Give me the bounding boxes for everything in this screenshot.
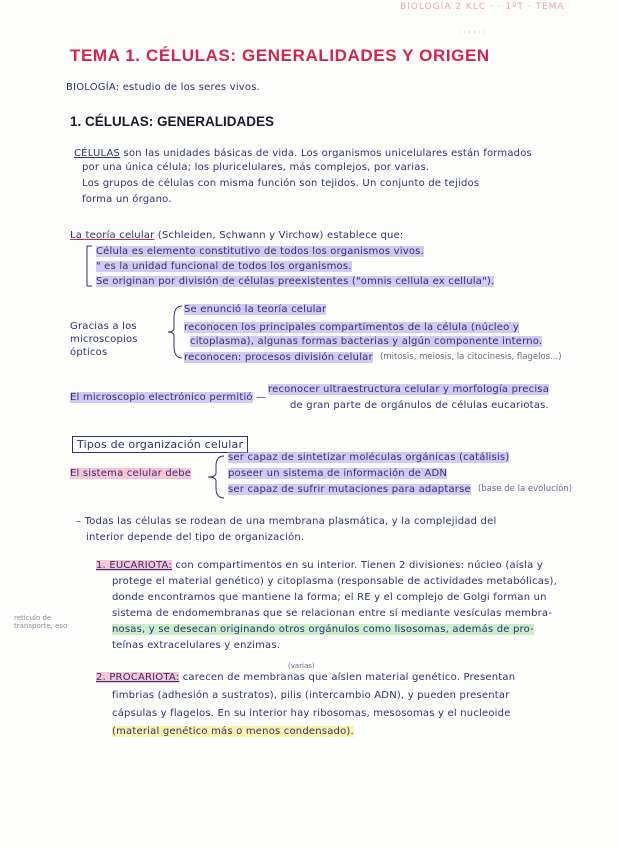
microscopios-point-2: reconocen los principales compartimentos de la célula (núcleo y xyxy=(184,322,519,333)
microscopios-note: (mitosis, meiosis, la citocinesis, flagelos...) xyxy=(380,352,562,362)
celulas-text-1: son las unidades básicas de vida. Los organismos unicelulares están formados xyxy=(123,148,532,159)
sistema-label: El sistema celular debe xyxy=(70,468,192,479)
celulas-line-2: por una única célula; los pluricelulares, más complejos, por varias. xyxy=(82,162,430,173)
header-faint-note: · · · · · · xyxy=(458,28,486,37)
procariota-line-4: (material genético más o menos condensado). xyxy=(112,726,354,737)
sistema-point-3: ser capaz de sufrir mutaciones para adaptarse xyxy=(228,484,471,495)
header-corner-text: BIOLOGÍA 2 KLC · · 1ºT · TEMA xyxy=(400,2,565,12)
celulas-label: CÉLULAS xyxy=(74,148,121,159)
teoria-label: La teoría celular xyxy=(70,230,155,241)
intro-line xyxy=(66,82,260,93)
intro-label: BIOLOGÍA: xyxy=(66,82,120,93)
celulas-line-4: forma un órgano. xyxy=(82,194,172,205)
procariota-line-3: cápsulas y flagelos. En su interior hay ribosomas, mesosomas y el nucleoide xyxy=(112,708,511,719)
teoria-point-1: Célula es elemento constitutivo de todos los organismos vivos. xyxy=(96,246,424,257)
sistema-note: (base de la evolución) xyxy=(478,484,573,494)
teoria-line xyxy=(70,230,404,241)
eucariota-line-1: 1. EUCARIOTA: con compartimentos en su interior. Tienen 2 divisiones: núcleo (aísla y xyxy=(96,560,543,571)
celulas-line-1 xyxy=(74,148,532,159)
eucariota-line-3: donde encontramos que mantiene la forma; el RE y el complejo de Golgi forman un xyxy=(112,592,547,603)
procariota-line-2: fimbrias (adhesión a sustratos), pilis (intercambio ADN), y pueden presentar xyxy=(112,690,510,701)
electronico-label: El microscopio electrónico permitió — xyxy=(70,392,267,403)
electronico-line-1: reconocer ultraestructura celular y morfología precisa xyxy=(268,384,550,395)
procariota-insert-note: (varias) xyxy=(288,662,315,670)
teoria-point-2: " es la unidad funcional de todos los organismos. xyxy=(96,261,352,272)
microscopios-point-3: citoplasma), algunas formas bacterias y algún componente interno. xyxy=(190,336,543,347)
section-heading-1: 1. CÉLULAS: GENERALIDADES xyxy=(70,114,275,129)
electronico-line-2: de gran parte de orgánulos de células eucariotas. xyxy=(290,400,549,411)
teoria-bracket xyxy=(84,244,94,288)
microscopios-point-4: reconocen: procesos división celular xyxy=(184,352,373,363)
procariota-label: 2. PROCARIOTA: xyxy=(96,672,180,683)
sistema-point-1: ser capaz de sintetizar moléculas orgánicas (catálisis) xyxy=(228,452,510,463)
membrana-line-1: – Todas las células se rodean de una membrana plasmática, y la complejidad del xyxy=(76,516,497,527)
eucariota-line-5: nosas, y se desecan originando otros orgánulos como lisosomas, además de pro- xyxy=(112,624,534,635)
celulas-line-3: Los grupos de células con misma función son tejidos. Un conjunto de tejidos xyxy=(82,178,480,189)
eucariota-line-4: sistema de endomembranas que se relacionan entre sí mediante vesículas membra- xyxy=(112,608,553,619)
microscopios-label: Gracias a los microscopios ópticos xyxy=(70,321,138,358)
eucariota-line-2: protege el material genético) y citoplasma (responsable de actividades metabólicas), xyxy=(112,576,557,587)
section-heading-2: Tipos de organización celular xyxy=(72,436,248,453)
membrana-line-2: interior depende del tipo de organización. xyxy=(86,532,305,543)
intro-text: estudio de los seres vivos. xyxy=(122,82,261,93)
eucariota-line-6: teínas extracelulares y enzimas. xyxy=(112,640,281,651)
microscopios-brace xyxy=(166,304,184,360)
eucariota-label: 1. EUCARIOTA: xyxy=(96,560,172,571)
page-title: TEMA 1. CÉLULAS: GENERALIDADES Y ORIGEN xyxy=(70,46,490,65)
eucariota-margin-note: reticulo de transporte, eso xyxy=(14,614,68,630)
sistema-brace xyxy=(206,454,226,500)
teoria-rest: (Schleiden, Schwann y Virchow) establece que: xyxy=(157,230,404,241)
microscopios-point-1: Se enunció la teoría celular xyxy=(184,304,327,315)
teoria-point-3: Se originan por división de células preexistentes ("omnis cellula ex cellula"). xyxy=(96,276,495,287)
procariota-line-1: 2. PROCARIOTA: carecen de membranas que aíslen material genético. Presentan xyxy=(96,672,516,683)
sistema-point-2: poseer un sistema de información de ADN xyxy=(228,468,448,479)
